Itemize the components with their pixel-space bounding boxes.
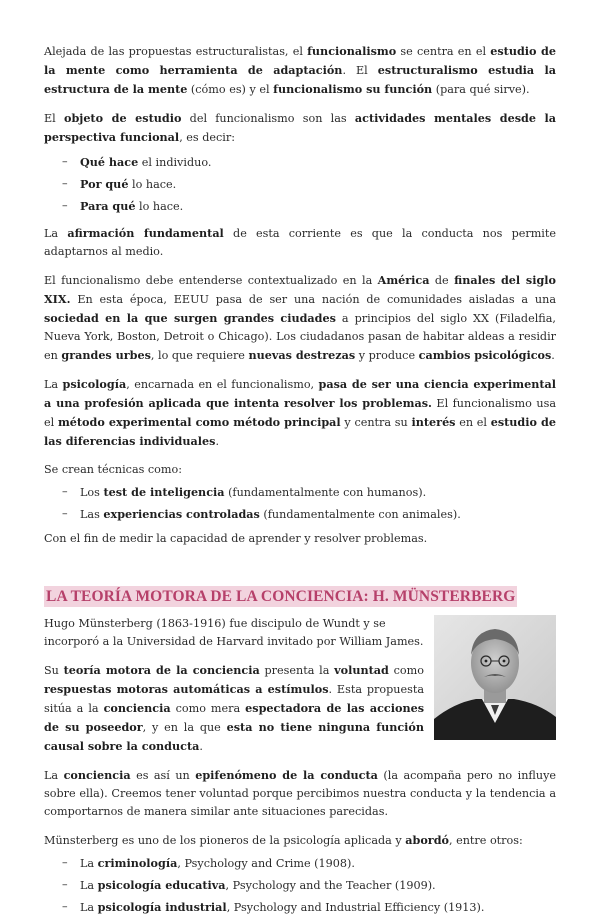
section-heading-block xyxy=(44,586,556,607)
para-tecnicas: Se crean técnicas como: xyxy=(44,463,183,476)
section-heading: LA TEORÍA MOTORA DE LA CONCIENCIA: H. MÜNSTERBERG xyxy=(46,588,516,605)
list-item: – La psicología educativa, Psychology and the Teacher (1909). xyxy=(44,876,556,895)
list-item: – Las experiencias controladas (fundamentalmente con animales). xyxy=(44,505,556,524)
list-item: – Por qué lo hace. xyxy=(44,175,556,194)
para-contexto: El funcionalismo debe entenderse contextualizado en la América de finales del siglo XIX. En esta época, EEUU pasa de ser una nación de comunidades aisladas a una sociedad en la que surgen grandes ciudades a principios del siglo XX (Filadelfia, Nueva York, Boston, Detroit o Chicago). Los ciudadanos pasan de habitar aldeas a residir en grandes urbes, lo que requiere nuevas destrezas y produce cambios psicológicos. xyxy=(44,273,556,362)
para-teoria-motora: Su teoría motora de la conciencia presenta la voluntad como respuestas motoras automáticas a estímulos. Esta propuesta sitúa a la conciencia como mera espectadora de las acciones de su poseedor, y en la que esta no tiene ninguna función causal sobre la conducta. xyxy=(44,663,425,753)
list-item: – Qué hace el individuo. xyxy=(44,153,556,172)
list-item: – La criminología, Psychology and Crime (1908). xyxy=(44,854,556,873)
para-pioneros: Münsterberg es uno de los pioneros de la psicología aplicada y abordó, entre otros: xyxy=(44,833,523,847)
para-afirmacion: La afirmación fundamental de esta corriente es que la conducta nos permite adaptarnos al medio. xyxy=(44,226,557,258)
portrait-photo xyxy=(434,615,556,740)
list-actividades xyxy=(44,153,556,216)
para-psicologia-aplicada: La psicología, encarnada en el funcionalismo, pasa de ser una ciencia experimental a una profesión aplicada que intenta resolver los problemas. El funcionalismo usa el método experimental como método principal y centra su interés en el estudio de las diferencias individuales. xyxy=(44,377,557,448)
para-fin: Con el fin de medir la capacidad de aprender y resolver problemas. xyxy=(44,532,428,545)
list-tecnicas xyxy=(44,483,556,524)
para-epifenomeno: La conciencia es así un epifenómeno de la conducta (la acompaña pero no influye sobre ella). Creemos tener voluntad porque percibimos nuestra conducta y la tendencia a comportarnos de manera similar ante situaciones parecidas. xyxy=(44,768,557,818)
list-item: – Los test de inteligencia (fundamentalmente con humanos). xyxy=(44,483,556,502)
para-funcionalismo-intro: Alejada de las propuestas estructuralistas, el funcionalismo se centra en el estudio de la mente como herramienta de adaptación. El estructuralismo estudia la estructura de la mente (cómo es) y el funcionalismo su función (para qué sirve). xyxy=(44,44,556,96)
list-item: – La psicología industrial, Psychology and Industrial Efficiency (1913). xyxy=(44,898,556,917)
list-areas-aplicadas xyxy=(44,854,556,917)
para-objeto-estudio: El objeto de estudio del funcionalismo son las actividades mentales desde la perspectiva funcional, es decir: xyxy=(44,111,557,144)
para-munsterberg-bio: Hugo Münsterberg (1863-1916) fue discipulo de Wundt y se incorporó a la Universidad de Harvard invitado por William James. xyxy=(44,617,424,648)
list-item: – Para qué lo hace. xyxy=(44,197,556,216)
